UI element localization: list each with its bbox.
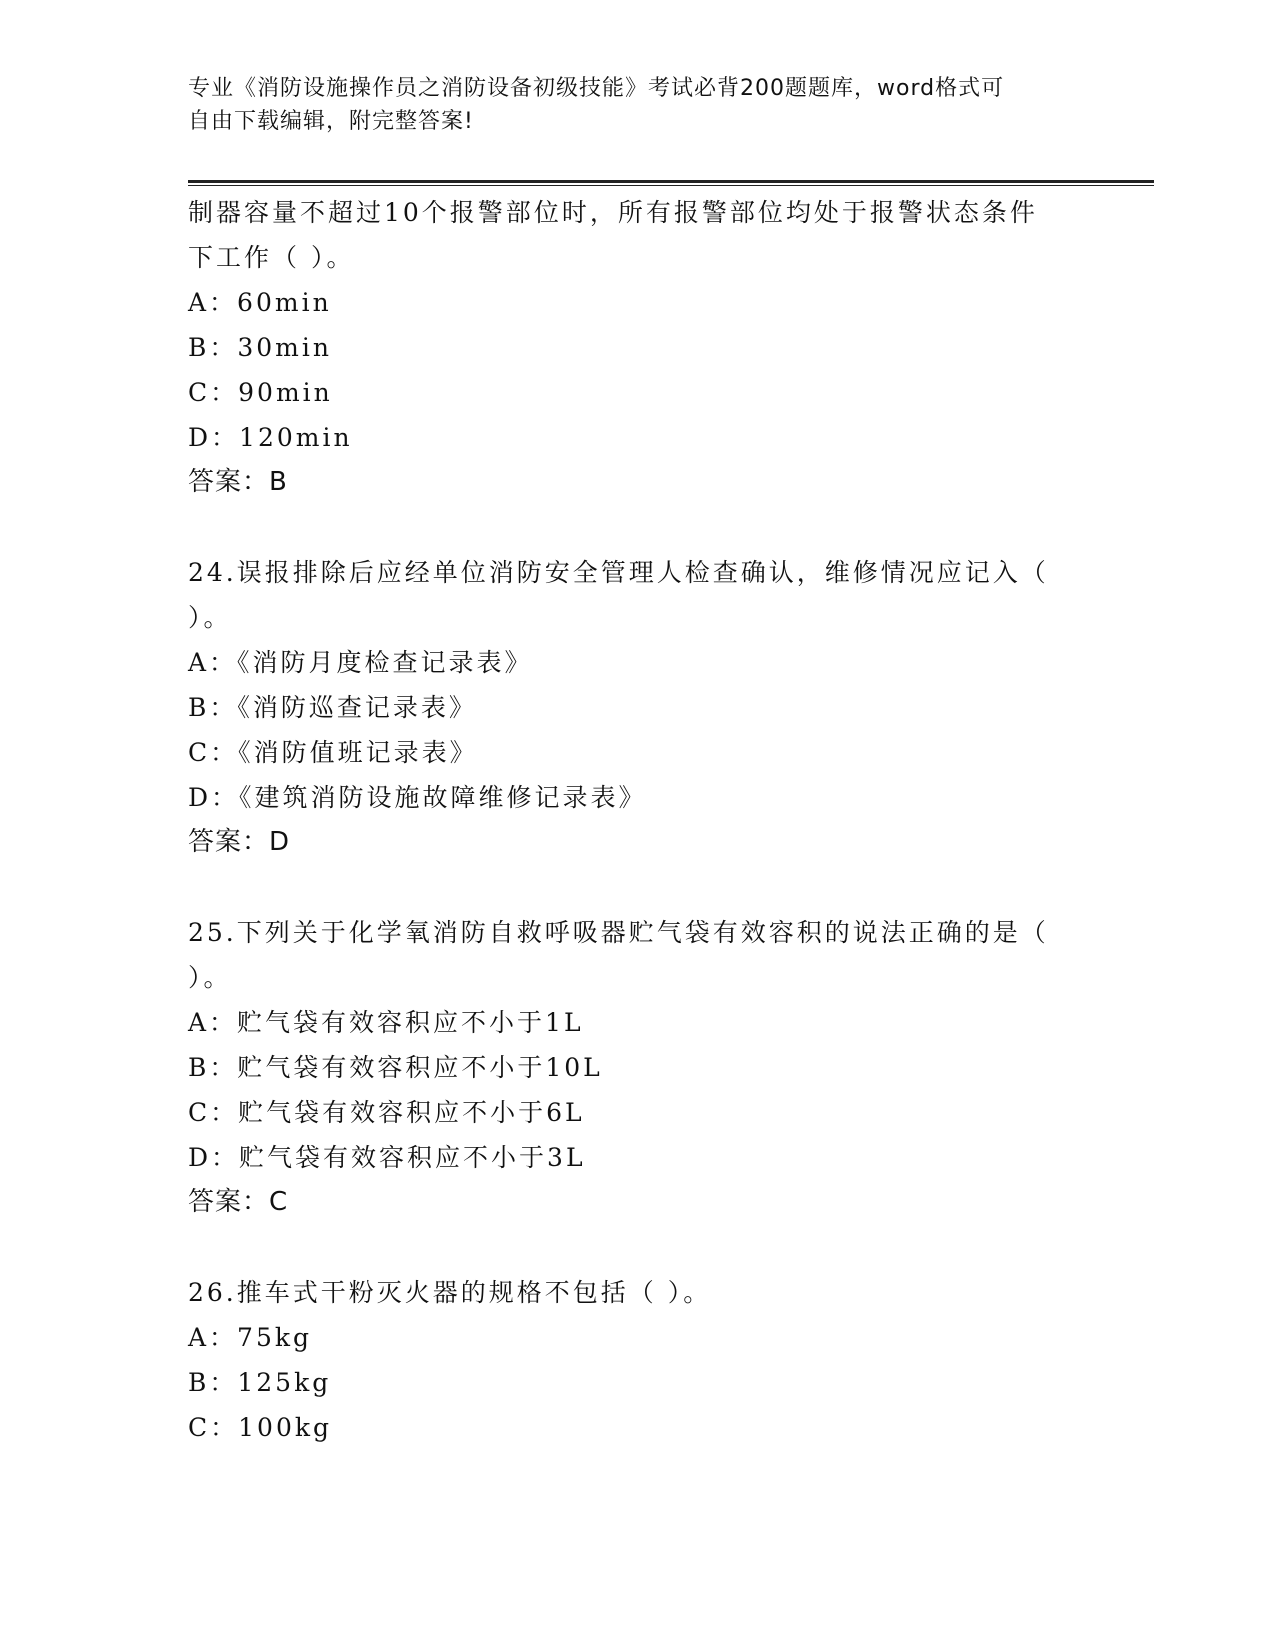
header-rule-thick bbox=[188, 180, 1154, 183]
question-24 bbox=[188, 550, 1088, 865]
answer-line: 答案：D bbox=[188, 827, 291, 857]
option-c: C：90min bbox=[188, 378, 333, 407]
option-c: C：《消防值班记录表》 bbox=[188, 738, 478, 767]
question-stem-line: 24.误报排除后应经单位消防安全管理人检查确认，维修情况应记入（ bbox=[188, 558, 1049, 587]
option-d: D：《建筑消防设施故障维修记录表》 bbox=[188, 783, 647, 812]
question-23 bbox=[188, 190, 1088, 505]
option-b: B：贮气袋有效容积应不小于10L bbox=[188, 1053, 603, 1082]
document-header bbox=[188, 72, 1068, 138]
option-d: D：120min bbox=[188, 423, 353, 452]
option-a: A：75kg bbox=[188, 1323, 313, 1352]
question-list bbox=[188, 190, 1088, 1450]
option-b: B：125kg bbox=[188, 1368, 332, 1397]
question-stem-line: 26.推车式干粉灭火器的规格不包括（ ）。 bbox=[188, 1278, 712, 1307]
answer-line: 答案：B bbox=[188, 467, 288, 497]
answer-line: 答案：C bbox=[188, 1187, 289, 1217]
option-d: D：贮气袋有效容积应不小于3L bbox=[188, 1143, 586, 1172]
question-stem-line: 25.下列关于化学氧消防自救呼吸器贮气袋有效容积的说法正确的是（ bbox=[188, 918, 1049, 947]
question-stem-line: ）。 bbox=[188, 963, 232, 992]
question-spacer bbox=[188, 1225, 1088, 1270]
question-stem-line: ）。 bbox=[188, 603, 232, 632]
option-c: C：100kg bbox=[188, 1413, 332, 1442]
option-b: B：30min bbox=[188, 333, 332, 362]
option-a: A：《消防月度检查记录表》 bbox=[188, 648, 533, 677]
question-spacer bbox=[188, 865, 1088, 910]
option-a: A：60min bbox=[188, 288, 332, 317]
question-spacer bbox=[188, 505, 1088, 550]
option-b: B：《消防巡查记录表》 bbox=[188, 693, 477, 722]
question-25 bbox=[188, 910, 1088, 1225]
option-c: C：贮气袋有效容积应不小于6L bbox=[188, 1098, 585, 1127]
question-stem-line: 下工作（ ）。 bbox=[188, 243, 355, 272]
header-rule-thin bbox=[188, 185, 1154, 186]
option-a: A：贮气袋有效容积应不小于1L bbox=[188, 1008, 584, 1037]
question-stem-line: 制器容量不超过10个报警部位时，所有报警部位均处于报警状态条件 bbox=[188, 198, 1038, 227]
header-line-1: 专业《消防设施操作员之消防设备初级技能》考试必背200题题库，word格式可 bbox=[188, 76, 1005, 101]
header-line-2: 自由下载编辑，附完整答案! bbox=[188, 109, 474, 134]
question-26 bbox=[188, 1270, 1088, 1450]
